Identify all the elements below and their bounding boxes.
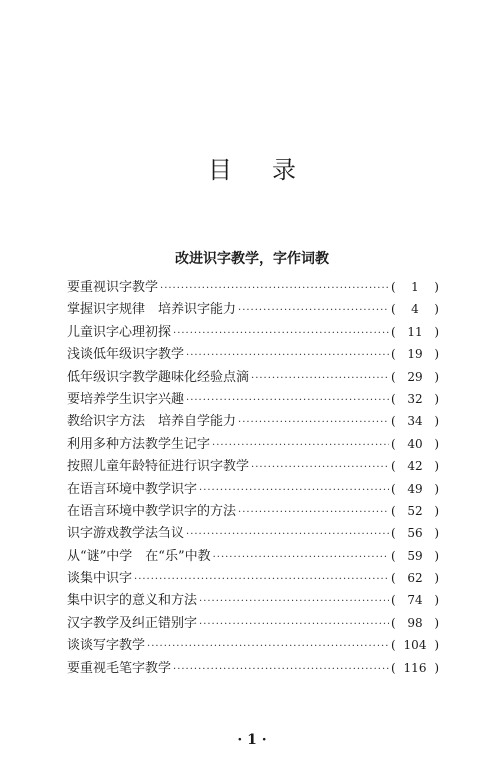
toc-leader-dots	[199, 596, 389, 607]
page-number: · 1 ·	[237, 732, 267, 748]
toc-entry-title: 要重视识字教学	[67, 280, 159, 295]
toc-leader-dots	[186, 395, 389, 406]
toc-entry	[67, 388, 439, 410]
toc-entry-page: ( 52 )	[391, 503, 439, 518]
toc-entry-title: 要重视毛笔字教学	[67, 660, 172, 676]
toc-entry-page: ( 42 )	[391, 459, 439, 474]
toc-entry-title: 识字游戏教学法刍议	[67, 526, 185, 542]
toc-entry	[67, 276, 439, 298]
toc-entry-title: 在语言环境中教学识字	[67, 481, 198, 497]
toc-leader-dots	[160, 283, 389, 294]
toc-entry-page: ( 34 )	[391, 414, 439, 429]
toc-entry	[67, 612, 439, 634]
toc-entry-page: ( 49 )	[391, 481, 439, 496]
toc-leader-dots	[173, 664, 389, 675]
toc-entry	[67, 589, 439, 611]
toc-entry	[67, 634, 439, 656]
toc-entry-title: 集中识字的意义和方法	[67, 593, 198, 609]
toc-entry	[67, 567, 439, 589]
toc-entry-page: ( 19 )	[391, 347, 439, 362]
toc-entry	[67, 410, 439, 432]
toc-entry-page: ( 1 )	[391, 280, 439, 294]
section-title: 改进识字教学，字作词教	[175, 251, 329, 267]
toc-entry-page: ( 11 )	[391, 324, 439, 339]
page-title: 目录	[208, 156, 336, 184]
toc-entry	[67, 657, 439, 679]
toc-entry	[67, 343, 439, 365]
toc-leader-dots	[238, 417, 389, 428]
toc-entry-title: 按照儿童年龄特征进行识字教学	[67, 459, 250, 475]
toc-leader-dots	[173, 328, 389, 339]
toc-leader-dots	[147, 641, 389, 652]
toc-leader-dots	[134, 574, 389, 585]
toc-entry-page: ( 56 )	[391, 526, 439, 541]
toc-leader-dots	[186, 529, 389, 540]
toc-entry-title: 浅谈低年级识字教学	[67, 347, 185, 363]
toc-entry-title: 在语言环境中教学识字的方法	[67, 503, 237, 519]
toc-leader-dots	[212, 440, 389, 451]
toc-entry-page: ( 4 )	[391, 302, 439, 317]
toc-leader-dots	[238, 507, 389, 518]
toc-entry	[67, 433, 439, 455]
toc-list	[67, 276, 439, 679]
toc-leader-dots	[213, 552, 389, 563]
toc-entry-page: ( 116 )	[391, 660, 439, 675]
toc-entry-page: ( 40 )	[391, 436, 439, 451]
toc-entry	[67, 500, 439, 522]
toc-entry	[67, 366, 439, 388]
toc-entry-title: 掌握识字规律 培养识字能力	[67, 302, 237, 318]
toc-entry-page: ( 62 )	[391, 571, 439, 586]
toc-entry	[67, 478, 439, 500]
toc-entry-title: 谈谈写字教学	[67, 638, 146, 654]
toc-entry-page: ( 104 )	[391, 638, 439, 653]
toc-entry	[67, 321, 439, 343]
toc-leader-dots	[199, 485, 389, 496]
toc-entry-title: 汉字教学及纠正错别字	[67, 615, 198, 631]
toc-entry	[67, 298, 439, 320]
toc-entry	[67, 522, 439, 544]
toc-entry-title: 教给识字方法 培养自学能力	[67, 414, 237, 430]
toc-leader-dots	[238, 305, 389, 316]
toc-entry-title: 从“谜”中学 在“乐”中教	[67, 548, 211, 564]
toc-entry	[67, 455, 439, 477]
toc-entry-title: 儿童识字心理初探	[67, 324, 172, 340]
toc-entry-page: ( 98 )	[391, 615, 439, 630]
toc-leader-dots	[199, 619, 389, 630]
toc-entry-page: ( 59 )	[391, 548, 439, 563]
toc-entry-title: 利用多种方法教学生记字	[67, 436, 211, 452]
toc-leader-dots	[186, 350, 389, 361]
toc-entry-title: 谈集中识字	[67, 571, 133, 587]
toc-entry-page: ( 29 )	[391, 369, 439, 384]
toc-entry-page: ( 32 )	[391, 391, 439, 406]
toc-entry-page: ( 74 )	[391, 593, 439, 608]
toc-entry	[67, 545, 439, 567]
toc-entry-title: 要培养学生识字兴趣	[67, 391, 185, 407]
toc-leader-dots	[251, 462, 389, 473]
toc-leader-dots	[251, 373, 389, 384]
toc-entry-title: 低年级识字教学趣味化经验点滴	[67, 369, 250, 385]
